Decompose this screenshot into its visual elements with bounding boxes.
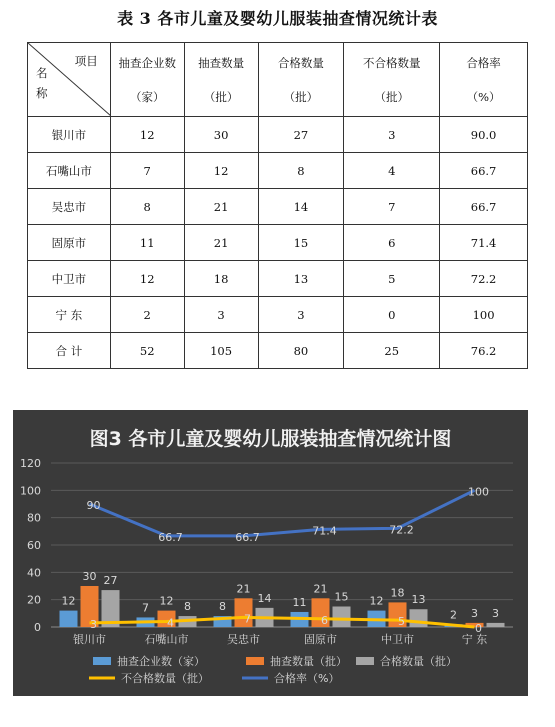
table-row [28, 189, 528, 225]
total-row [28, 333, 528, 369]
table-cell: 30 [184, 117, 258, 153]
table-cell: 14 [258, 189, 344, 225]
chart-title: 图3 各市儿童及婴幼儿服装抽查情况统计图 [89, 428, 452, 450]
table-cell: 66.7 [440, 189, 528, 225]
table-cell: 8 [258, 153, 344, 189]
line-data-label: 66.7 [158, 530, 183, 544]
header-cell [110, 43, 184, 117]
bar [333, 607, 351, 628]
header-unit: （批） [283, 89, 319, 104]
table-cell: 100 [440, 297, 528, 333]
bar-data-label: 3 [471, 606, 478, 620]
bar-data-label: 12 [159, 594, 174, 608]
row-name: 固原市 [28, 225, 111, 261]
series-line [90, 490, 475, 536]
line-data-label: 0 [475, 622, 482, 635]
table-cell: 80 [258, 333, 344, 369]
table-cell: 25 [344, 333, 440, 369]
table-row [28, 297, 528, 333]
header-title: 抽查数量 [198, 55, 245, 70]
header-unit: （家） [129, 89, 165, 104]
header-cell [258, 43, 344, 117]
table-cell: 2 [110, 297, 184, 333]
legend-swatch [356, 657, 374, 665]
line-data-label: 4 [167, 616, 174, 630]
bar-data-label: 12 [61, 594, 76, 608]
table-row [28, 153, 528, 189]
line-data-label: 66.7 [235, 530, 260, 544]
bar-data-label: 18 [390, 586, 405, 600]
line-data-label: 71.4 [312, 524, 337, 538]
x-tick-label: 中卫市 [381, 633, 414, 646]
bar-data-label: 30 [82, 570, 97, 583]
table-cell: 3 [344, 117, 440, 153]
bar-data-label: 3 [492, 606, 499, 620]
row-name: 石嘴山市 [28, 153, 111, 189]
legend-label: 抽查数量（批） [270, 655, 347, 668]
bar [410, 609, 428, 627]
line-data-label: 7 [244, 612, 251, 626]
x-tick-label: 银川市 [73, 633, 106, 646]
y-tick-label: 80 [27, 511, 41, 525]
x-tick-label: 宁 东 [461, 633, 488, 646]
header-title: 合格率 [466, 55, 501, 70]
row-name: 中卫市 [28, 261, 111, 297]
table-cell: 7 [344, 189, 440, 225]
table-cell: 12 [110, 261, 184, 297]
legend-label: 抽查企业数（家） [117, 655, 205, 668]
header-cell [344, 43, 440, 117]
x-tick-label: 吴忠市 [227, 633, 260, 646]
header-unit: （批） [374, 89, 409, 104]
header-title: 不合格数量 [362, 55, 421, 70]
header-title: 抽查企业数 [118, 55, 176, 70]
table-cell: 27 [258, 117, 344, 153]
table-cell: 11 [110, 225, 184, 261]
bar-data-label: 8 [184, 600, 191, 614]
legend-swatch [93, 657, 111, 665]
bar-data-label: 8 [219, 600, 226, 614]
bar-data-label: 21 [236, 582, 251, 596]
table-caption: 表 3 各市儿童及婴幼儿服装抽查情况统计表 [117, 9, 438, 28]
table-cell: 3 [184, 297, 258, 333]
y-tick-label: 100 [20, 484, 41, 498]
y-tick-label: 0 [34, 621, 41, 634]
bar-data-label: 14 [257, 591, 272, 605]
table-cell: 18 [184, 261, 258, 297]
table-cell: 4 [344, 153, 440, 189]
line-data-label: 6 [321, 613, 328, 627]
table-cell: 5 [344, 261, 440, 297]
row-name: 银川市 [28, 117, 111, 153]
table-cell: 7 [110, 153, 184, 189]
bar [60, 611, 78, 627]
corner-left-label-1: 名 [36, 66, 48, 80]
header-row [28, 43, 528, 117]
table-cell: 12 [184, 153, 258, 189]
header-unit: （%） [466, 89, 501, 104]
table-row [28, 225, 528, 261]
bar-data-label: 12 [369, 594, 384, 608]
table-cell: 90.0 [440, 117, 528, 153]
chart-canvas [13, 410, 528, 696]
table-cell: 21 [184, 225, 258, 261]
chart-panel [13, 410, 528, 696]
legend-label: 合格数量（批） [380, 655, 457, 668]
stats-table [27, 42, 528, 369]
row-name: 吴忠市 [28, 189, 111, 225]
row-name: 合 计 [28, 333, 111, 369]
line-data-label: 72.2 [389, 523, 414, 537]
y-tick-label: 40 [27, 566, 41, 580]
table-cell: 8 [110, 189, 184, 225]
legend-label: 合格率（%） [274, 672, 340, 685]
table-cell: 105 [184, 333, 258, 369]
table-row [28, 261, 528, 297]
bar [487, 623, 505, 627]
table-cell: 15 [258, 225, 344, 261]
legend-label: 不合格数量（批） [121, 672, 209, 685]
y-tick-label: 120 [20, 457, 41, 470]
legend-swatch [246, 657, 264, 665]
table-cell: 72.2 [440, 261, 528, 297]
bar-data-label: 27 [103, 574, 118, 588]
line-data-label: 5 [398, 615, 405, 629]
x-tick-label: 石嘴山市 [144, 633, 189, 646]
x-tick-label: 固原市 [304, 633, 337, 646]
bar-data-label: 21 [313, 582, 328, 596]
table-cell: 66.7 [440, 153, 528, 189]
table-cell: 13 [258, 261, 344, 297]
y-tick-label: 20 [27, 593, 41, 607]
table-cell: 52 [110, 333, 184, 369]
header-cell [184, 43, 258, 117]
table-cell: 0 [344, 297, 440, 333]
table-cell: 3 [258, 297, 344, 333]
corner-top-label: 项目 [74, 54, 98, 68]
corner-cell [28, 43, 111, 117]
bar-data-label: 13 [411, 593, 426, 607]
table-cell: 6 [344, 225, 440, 261]
table-cell: 12 [110, 117, 184, 153]
y-tick-label: 60 [27, 539, 41, 552]
table-row [28, 117, 528, 153]
bar-data-label: 11 [292, 595, 307, 609]
table-cell: 71.4 [440, 225, 528, 261]
line-data-label: 100 [468, 485, 489, 499]
line-data-label: 90 [86, 499, 101, 512]
header-title: 合格数量 [277, 55, 324, 70]
header-cell [440, 43, 528, 117]
header-unit: （批） [203, 89, 239, 104]
bar-data-label: 7 [142, 601, 149, 615]
row-name: 宁 东 [28, 297, 111, 333]
table-cell: 76.2 [440, 333, 528, 369]
table-cell: 21 [184, 189, 258, 225]
corner-left-label-2: 称 [36, 86, 48, 100]
bar-data-label: 15 [334, 590, 349, 604]
line-data-label: 3 [90, 617, 97, 631]
bar-data-label: 2 [450, 608, 457, 622]
